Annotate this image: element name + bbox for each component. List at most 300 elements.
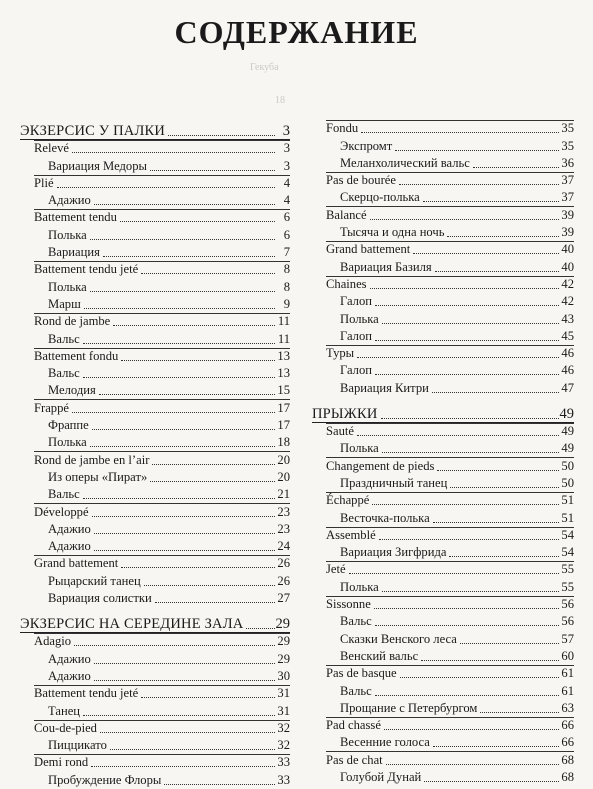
toc-topic[interactable] xyxy=(20,175,290,192)
dot-leader xyxy=(379,539,559,540)
toc-entry-label: Вариация солистки xyxy=(48,591,152,606)
toc-section[interactable] xyxy=(312,403,574,423)
toc-entry-label: Адажио xyxy=(48,521,91,536)
dot-leader xyxy=(400,677,559,678)
toc-entry-label: Скерцо-полька xyxy=(340,190,420,205)
dot-leader xyxy=(421,660,559,661)
toc-entry-label: Cou-de-pied xyxy=(34,720,97,735)
toc-entry-label: Pad chassé xyxy=(326,718,381,733)
toc-piece[interactable] xyxy=(20,590,290,607)
dot-leader xyxy=(120,221,275,222)
dot-leader xyxy=(460,643,559,644)
toc-entry-label: Фраппе xyxy=(48,418,89,433)
toc-entry-label: Sissonne xyxy=(326,597,371,612)
dot-leader xyxy=(370,288,559,289)
toc-entry-label: Rond de jambe en l’air xyxy=(34,452,150,467)
toc-entry-page-number: 8 xyxy=(283,262,290,277)
toc-topic[interactable] xyxy=(312,527,574,544)
toc-entry-page-number: 54 xyxy=(561,545,574,560)
toc-piece[interactable] xyxy=(20,278,290,295)
toc-piece[interactable] xyxy=(312,328,574,345)
dot-leader xyxy=(91,766,275,767)
dot-leader xyxy=(100,732,275,733)
toc-entry-page-number: 51 xyxy=(561,493,574,508)
toc-entry-label: Balancé xyxy=(326,207,367,222)
toc-entry-label: Chaines xyxy=(326,276,367,291)
toc-piece[interactable] xyxy=(312,509,574,526)
toc-entry-page-number: 61 xyxy=(561,683,574,698)
page-title: СОДЕРЖАНИЕ xyxy=(174,14,419,50)
dot-leader xyxy=(384,729,559,730)
toc-entry-page-number: 46 xyxy=(561,346,574,361)
dot-leader xyxy=(381,418,559,419)
dot-leader xyxy=(246,628,274,629)
toc-topic[interactable] xyxy=(312,120,574,137)
toc-entry-label: Battement tendu jeté xyxy=(34,262,139,277)
toc-topic[interactable] xyxy=(20,555,290,572)
toc-entry-page-number: 40 xyxy=(561,242,574,257)
toc-entry-label: Sauté xyxy=(326,424,354,439)
toc-entry-page-number: 23 xyxy=(277,521,290,536)
toc-entry-page-number: 20 xyxy=(277,469,290,484)
dot-leader xyxy=(370,219,559,220)
toc-entry-page-number: 35 xyxy=(561,138,574,153)
toc-entry-page-number: 20 xyxy=(277,452,290,467)
toc-section[interactable] xyxy=(20,120,290,140)
toc-entry-page-number: 39 xyxy=(561,207,574,222)
toc-topic[interactable] xyxy=(20,633,290,650)
toc-entry-label: Пиццикато xyxy=(48,738,107,753)
toc-entry-page-number: 17 xyxy=(277,400,290,415)
toc-entry-label: Из оперы «Пират» xyxy=(48,469,148,484)
toc-entry-label: Праздничный танец xyxy=(340,475,448,490)
toc-entry-page-number: 49 xyxy=(561,441,574,456)
dot-leader xyxy=(399,184,559,185)
toc-entry-label: Demi rond xyxy=(34,755,89,770)
dot-leader xyxy=(164,784,275,785)
toc-entry-page-number: 3 xyxy=(282,123,290,139)
toc-section[interactable] xyxy=(20,613,290,633)
toc-entry-page-number: 31 xyxy=(277,686,290,701)
toc-entry-label: Вальс xyxy=(48,331,80,346)
toc-entry-page-number: 55 xyxy=(561,579,574,594)
dot-leader xyxy=(361,132,559,133)
toc-entry-label: Полька xyxy=(340,579,379,594)
toc-piece[interactable] xyxy=(20,157,290,174)
toc-entry-page-number: 32 xyxy=(277,738,290,753)
toc-topic[interactable] xyxy=(312,717,574,734)
toc-piece[interactable] xyxy=(20,702,290,719)
dot-leader xyxy=(92,429,275,430)
toc-entry-page-number: 56 xyxy=(561,597,574,612)
toc-piece[interactable] xyxy=(312,682,574,699)
toc-topic[interactable] xyxy=(312,241,574,258)
dot-leader xyxy=(349,573,559,574)
toc-entry-page-number: 47 xyxy=(561,380,574,395)
toc-entry-page-number: 66 xyxy=(561,718,574,733)
dot-leader xyxy=(432,392,559,393)
toc-topic[interactable] xyxy=(312,665,574,682)
dot-leader xyxy=(74,645,275,646)
dot-leader xyxy=(90,239,275,240)
dot-leader xyxy=(382,591,559,592)
dot-leader xyxy=(480,712,559,713)
toc-piece[interactable] xyxy=(20,486,290,503)
toc-entry-label: Адажио xyxy=(48,668,91,683)
toc-entry-page-number: 61 xyxy=(561,666,574,681)
toc-entry-label: Grand battement xyxy=(34,556,119,571)
toc-piece[interactable] xyxy=(20,434,290,451)
toc-left-column xyxy=(20,120,290,789)
toc-entry-page-number: 50 xyxy=(561,458,574,473)
toc-entry-label: Вальс xyxy=(340,683,372,698)
toc-piece[interactable] xyxy=(312,734,574,751)
toc-entry-label: Adagio xyxy=(34,634,72,649)
toc-entry-page-number: 54 xyxy=(561,527,574,542)
toc-entry-label: Rond de jambe xyxy=(34,314,111,329)
dot-leader xyxy=(99,394,275,395)
dot-leader xyxy=(83,715,275,716)
toc-entry-label: Вальс xyxy=(48,366,80,381)
toc-entry-label: Pas de basque xyxy=(326,666,397,681)
toc-piece[interactable] xyxy=(20,771,290,788)
toc-entry-page-number: 46 xyxy=(561,363,574,378)
dot-leader xyxy=(357,357,559,358)
toc-entry-label: Мелодия xyxy=(48,383,96,398)
toc-entry-label: Plié xyxy=(34,175,54,190)
toc-entry-label: Полька xyxy=(48,227,87,242)
toc-entry-page-number: 6 xyxy=(283,227,290,242)
toc-entry-page-number: 29 xyxy=(277,634,290,649)
bleed-through-text: 18 xyxy=(275,95,285,106)
dot-leader xyxy=(72,152,275,153)
toc-entry-page-number: 11 xyxy=(277,331,290,346)
dot-leader xyxy=(433,746,559,747)
toc-topic[interactable] xyxy=(20,261,290,278)
dot-leader xyxy=(433,522,559,523)
toc-piece[interactable] xyxy=(20,192,290,209)
toc-topic[interactable] xyxy=(312,423,574,440)
toc-piece[interactable] xyxy=(312,293,574,310)
toc-entry-page-number: 51 xyxy=(561,510,574,525)
toc-entry-label: Вариация Медоры xyxy=(48,158,147,173)
toc-right-column xyxy=(312,120,574,786)
toc-entry-page-number: 35 xyxy=(561,121,574,136)
toc-topic[interactable] xyxy=(20,313,290,330)
toc-entry-page-number: 26 xyxy=(277,556,290,571)
toc-entry-page-number: 29 xyxy=(275,616,290,633)
toc-entry-label: Battement tendu xyxy=(34,210,117,225)
toc-topic[interactable] xyxy=(20,503,290,520)
toc-entry-label: Changement de pieds xyxy=(326,458,435,473)
dot-leader xyxy=(152,464,275,465)
toc-piece[interactable] xyxy=(20,417,290,434)
toc-entry-page-number: 39 xyxy=(561,225,574,240)
toc-entry-label: Тысяча и одна ночь xyxy=(340,225,445,240)
toc-piece[interactable] xyxy=(20,469,290,486)
toc-piece[interactable] xyxy=(312,769,574,786)
toc-piece[interactable] xyxy=(20,365,290,382)
dot-leader xyxy=(450,487,559,488)
dot-leader xyxy=(72,412,275,413)
dot-leader xyxy=(382,452,559,453)
toc-entry-page-number: 31 xyxy=(277,703,290,718)
toc-entry-page-number: 7 xyxy=(283,245,290,260)
toc-topic[interactable] xyxy=(20,399,290,416)
dot-leader xyxy=(144,585,275,586)
toc-entry-label: Адажио xyxy=(48,193,91,208)
dot-leader xyxy=(435,271,559,272)
toc-piece[interactable] xyxy=(20,244,290,261)
dot-leader xyxy=(357,435,559,436)
toc-entry-label: Туры xyxy=(326,346,355,361)
toc-entry-page-number: 55 xyxy=(561,562,574,577)
toc-entry-page-number: 24 xyxy=(277,539,290,554)
toc-entry-label: Рыцарский танец xyxy=(48,573,141,588)
toc-topic[interactable] xyxy=(20,720,290,737)
toc-piece[interactable] xyxy=(312,475,574,492)
toc-entry-page-number: 50 xyxy=(561,475,574,490)
toc-entry-label: Relevé xyxy=(34,141,69,156)
toc-entry-page-number: 15 xyxy=(277,383,290,398)
toc-entry-label: Полька xyxy=(340,311,379,326)
toc-piece[interactable] xyxy=(20,737,290,754)
toc-entry-label: Пробуждение Флоры xyxy=(48,772,162,787)
toc-piece[interactable] xyxy=(312,155,574,172)
dot-leader xyxy=(84,308,275,309)
toc-entry-label: Battement tendu jeté xyxy=(34,686,139,701)
toc-topic[interactable] xyxy=(312,172,574,189)
toc-entry-page-number: 66 xyxy=(561,735,574,750)
toc-piece[interactable] xyxy=(20,382,290,399)
toc-piece[interactable] xyxy=(312,258,574,275)
toc-piece[interactable] xyxy=(20,538,290,555)
toc-piece[interactable] xyxy=(312,224,574,241)
toc-piece[interactable] xyxy=(312,648,574,665)
toc-entry-label: Jeté xyxy=(326,562,346,577)
toc-entry-label: Марш xyxy=(48,296,81,311)
toc-piece[interactable] xyxy=(312,379,574,396)
dot-leader xyxy=(382,323,559,324)
toc-entry-page-number: 63 xyxy=(561,700,574,715)
toc-entry-label: Полька xyxy=(48,279,87,294)
toc-entry-label: Fondu xyxy=(326,121,359,136)
dot-leader xyxy=(150,481,275,482)
dot-leader xyxy=(168,135,275,136)
toc-entry-label: Pas de bourée xyxy=(326,173,396,188)
toc-entry-page-number: 40 xyxy=(561,259,574,274)
toc-piece[interactable] xyxy=(312,630,574,647)
toc-entry-page-number: 45 xyxy=(561,328,574,343)
dot-leader xyxy=(83,498,275,499)
toc-entry-label: Венский вальс xyxy=(340,648,419,663)
dot-leader xyxy=(437,470,559,471)
toc-entry-label: Полька xyxy=(340,441,379,456)
dot-leader xyxy=(141,697,275,698)
toc-entry-page-number: 6 xyxy=(283,210,290,225)
toc-entry-label: Танец xyxy=(48,703,81,718)
toc-entry-page-number: 49 xyxy=(559,405,574,422)
toc-entry-label: Вальс xyxy=(340,614,372,629)
toc-entry-label: ЭКЗЕРСИС НА СЕРЕДИНЕ ЗАЛА xyxy=(20,616,244,633)
toc-entry-label: ЭКЗЕРСИС У ПАЛКИ xyxy=(20,123,166,139)
toc-entry-label: Вариация Базиля xyxy=(340,259,432,274)
toc-piece[interactable] xyxy=(20,226,290,243)
dot-leader xyxy=(92,516,275,517)
toc-entry-page-number: 36 xyxy=(561,155,574,170)
toc-entry-page-number: 30 xyxy=(277,668,290,683)
toc-entry-page-number: 43 xyxy=(561,311,574,326)
toc-entry-label: ПРЫЖКИ xyxy=(312,405,378,422)
dot-leader xyxy=(375,374,559,375)
dot-leader xyxy=(375,695,559,696)
toc-topic[interactable] xyxy=(312,345,574,362)
dot-leader xyxy=(94,663,275,664)
dot-leader xyxy=(155,602,275,603)
toc-piece[interactable] xyxy=(312,440,574,457)
toc-entry-label: Frappé xyxy=(34,400,69,415)
dot-leader xyxy=(449,556,559,557)
toc-piece[interactable] xyxy=(312,189,574,206)
toc-entry-page-number: 33 xyxy=(277,772,290,787)
toc-entry-page-number: 18 xyxy=(277,435,290,450)
toc-entry-page-number: 29 xyxy=(277,651,290,666)
dot-leader xyxy=(121,360,275,361)
toc-entry-page-number: 49 xyxy=(561,424,574,439)
toc-entry-label: Вариация xyxy=(48,245,100,260)
toc-entry-page-number: 3 xyxy=(283,158,290,173)
toc-piece[interactable] xyxy=(20,650,290,667)
toc-entry-page-number: 68 xyxy=(561,752,574,767)
toc-topic[interactable] xyxy=(20,451,290,468)
toc-entry-page-number: 21 xyxy=(277,487,290,502)
toc-entry-page-number: 32 xyxy=(277,720,290,735)
toc-entry-label: Галоп xyxy=(340,328,372,343)
toc-entry-page-number: 37 xyxy=(561,173,574,188)
toc-entry-page-number: 11 xyxy=(277,314,290,329)
toc-entry-label: Échappé xyxy=(326,493,370,508)
dot-leader xyxy=(413,253,559,254)
toc-entry-page-number: 8 xyxy=(283,279,290,294)
toc-entry-page-number: 27 xyxy=(277,591,290,606)
dot-leader xyxy=(110,749,275,750)
toc-entry-label: Pas de chat xyxy=(326,752,383,767)
dot-leader xyxy=(375,625,559,626)
toc-topic[interactable] xyxy=(312,561,574,578)
dot-leader xyxy=(94,550,275,551)
toc-entry-label: Полька xyxy=(48,435,87,450)
toc-piece[interactable] xyxy=(20,330,290,347)
dot-leader xyxy=(83,343,275,344)
toc-piece[interactable] xyxy=(312,613,574,630)
dot-leader xyxy=(374,608,559,609)
toc-entry-page-number: 4 xyxy=(283,175,290,190)
toc-piece[interactable] xyxy=(20,521,290,538)
dot-leader xyxy=(424,781,559,782)
toc-entry-label: Вариация Китри xyxy=(340,380,429,395)
toc-entry-label: Grand battement xyxy=(326,242,411,257)
dot-leader xyxy=(83,377,275,378)
toc-piece[interactable] xyxy=(312,544,574,561)
toc-entry-label: Голубой Дунай xyxy=(340,769,422,784)
bleed-through-text: Гекуба xyxy=(250,62,279,73)
dot-leader xyxy=(57,187,275,188)
dot-leader xyxy=(447,236,559,237)
toc-topic[interactable] xyxy=(20,140,290,157)
toc-entry-page-number: 9 xyxy=(283,296,290,311)
toc-entry-page-number: 26 xyxy=(277,573,290,588)
dot-leader xyxy=(372,504,559,505)
toc-entry-page-number: 37 xyxy=(561,190,574,205)
toc-entry-label: Меланхолический вальс xyxy=(340,155,470,170)
dot-leader xyxy=(141,273,275,274)
dot-leader xyxy=(121,567,275,568)
dot-leader xyxy=(150,170,275,171)
toc-piece[interactable] xyxy=(312,700,574,717)
toc-piece[interactable] xyxy=(312,362,574,379)
toc-topic[interactable] xyxy=(312,492,574,509)
dot-leader xyxy=(94,680,275,681)
toc-entry-label: Battement fondu xyxy=(34,348,119,363)
toc-entry-label: Développé xyxy=(34,504,89,519)
dot-leader xyxy=(113,325,275,326)
dot-leader xyxy=(423,201,559,202)
dot-leader xyxy=(375,340,559,341)
toc-topic[interactable] xyxy=(20,754,290,771)
toc-entry-page-number: 17 xyxy=(277,418,290,433)
toc-entry-label: Весточка-полька xyxy=(340,510,430,525)
toc-piece[interactable] xyxy=(312,137,574,154)
toc-entry-page-number: 13 xyxy=(277,366,290,381)
toc-entry-label: Адажио xyxy=(48,539,91,554)
toc-entry-page-number: 3 xyxy=(283,141,290,156)
toc-entry-label: Адажио xyxy=(48,651,91,666)
dot-leader xyxy=(90,446,275,447)
toc-topic[interactable] xyxy=(312,206,574,223)
dot-leader xyxy=(94,533,275,534)
toc-piece[interactable] xyxy=(312,310,574,327)
toc-entry-page-number: 56 xyxy=(561,614,574,629)
toc-entry-page-number: 68 xyxy=(561,769,574,784)
toc-entry-label: Галоп xyxy=(340,363,372,378)
toc-topic[interactable] xyxy=(20,348,290,365)
toc-topic[interactable] xyxy=(312,457,574,474)
dot-leader xyxy=(473,167,559,168)
toc-entry-label: Галоп xyxy=(340,294,372,309)
toc-piece[interactable] xyxy=(20,572,290,589)
toc-entry-label: Вариация Зигфрида xyxy=(340,545,447,560)
toc-entry-page-number: 42 xyxy=(561,276,574,291)
toc-topic[interactable] xyxy=(312,751,574,768)
toc-topic[interactable] xyxy=(312,276,574,293)
toc-entry-page-number: 42 xyxy=(561,294,574,309)
dot-leader xyxy=(386,764,559,765)
toc-piece[interactable] xyxy=(312,578,574,595)
dot-leader xyxy=(375,305,559,306)
toc-topic[interactable] xyxy=(312,596,574,613)
toc-topic[interactable] xyxy=(20,209,290,226)
toc-entry-page-number: 57 xyxy=(561,631,574,646)
toc-entry-label: Прощание с Петербургом xyxy=(340,700,478,715)
dot-leader xyxy=(94,204,275,205)
toc-piece[interactable] xyxy=(20,296,290,313)
toc-entry-label: Весенние голоса xyxy=(340,735,430,750)
toc-entry-label: Вальс xyxy=(48,487,80,502)
toc-piece[interactable] xyxy=(20,668,290,685)
dot-leader xyxy=(90,291,275,292)
toc-entry-label: Assemblé xyxy=(326,527,376,542)
toc-entry-page-number: 13 xyxy=(277,348,290,363)
